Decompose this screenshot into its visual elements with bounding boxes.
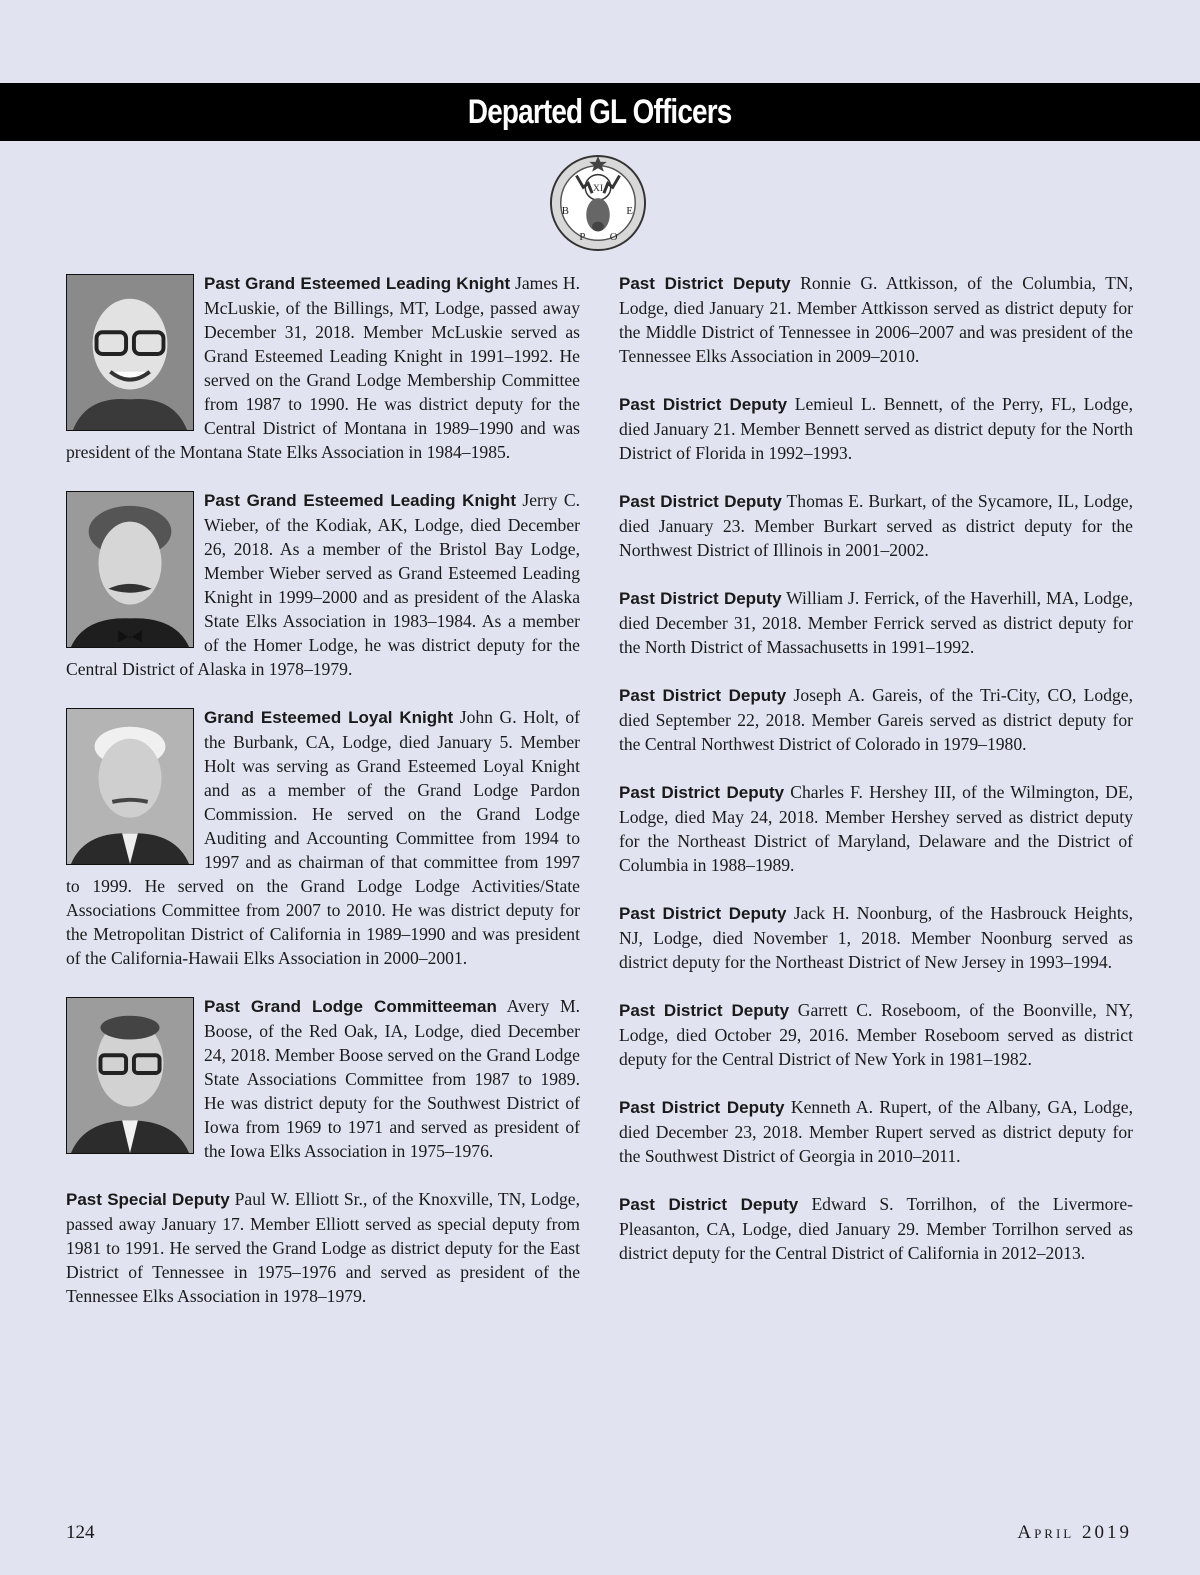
- section-banner: [0, 83, 1200, 141]
- entry-text: Jack H. Noonburg, of the Hasbrouck Heights, NJ, Lodge, died November 1, 2018. Member Noonburg served as district deputy for the Northeast District of New Jersey in 1993–1994.: [619, 903, 1133, 972]
- entry-text: Garrett C. Roseboom, of the Boonville, NY, Lodge, died October 29, 2016. Member Roseboom served as district deputy for the Central District of New York in 1981–1982.: [619, 1000, 1133, 1069]
- obituary-entry-torrilhon: [619, 1192, 1133, 1265]
- obituary-entry-boose: [66, 994, 580, 1163]
- entry-text: Ronnie G. Attkisson, of the Columbia, TN, Lodge, died January 21. Member Attkisson served as district deputy for the Middle District of Tennessee in 2006–2007 and was president of the Tennessee Elks Association in 2009–2010.: [619, 273, 1133, 366]
- obituary-entry-hershey: [619, 780, 1133, 877]
- entry-text: Edward S. Torrilhon, of the Livermore-Pleasanton, CA, Lodge, died January 29. Member Torrilhon served as district deputy for the Central District of California in 2012–2013.: [619, 1194, 1133, 1263]
- obituary-entry-gareis: [619, 683, 1133, 756]
- obituary-entry-ferrick: [619, 586, 1133, 659]
- entry-title: Past District Deputy: [619, 1098, 785, 1117]
- emblem-letter-b: B: [561, 204, 569, 217]
- obituary-entry-bennett: [619, 392, 1133, 465]
- entry-text: Thomas E. Burkart, of the Sycamore, IL, Lodge, died January 23. Member Burkart served as district deputy for the Northwest District of Illinois in 2001–2002.: [619, 491, 1133, 560]
- emblem-letter-p: P: [579, 231, 586, 244]
- entry-title: Past District Deputy: [619, 395, 788, 414]
- obituary-entry-noonburg: [619, 901, 1133, 974]
- entry-text: John G. Holt, of the Burbank, CA, Lodge, died January 5. Member Holt was serving as Grand Esteemed Loyal Knight and as a member of the Grand Lodge Pardon Commission. He served on the Grand Lodge Auditing and Accounting Committee from 1994 to 1997 and as chairman of that committee from 1997 to 1999. He served on the Grand Lodge Lodge Activities/State Associations Committee from 2007 to 2010. He was district deputy for the Metropolitan District of California in 1989–1990 and was president of the California-Hawaii Elks Association in 2000–2001.: [66, 707, 581, 968]
- entry-title: Past District Deputy: [619, 492, 782, 511]
- entry-text: Lemieul L. Bennett, of the Perry, FL, Lodge, died January 21. Member Bennett served as district deputy for the North District of Florida in 1992–1993.: [619, 394, 1133, 463]
- obituary-entry-burkart: [619, 489, 1133, 562]
- entry-text: Kenneth A. Rupert, of the Albany, GA, Lodge, died December 23, 2018. Member Rupert served as district deputy for the Southwest District of Georgia in 2010–2011.: [619, 1097, 1133, 1166]
- issue-date: April 2019: [1017, 1522, 1132, 1543]
- entry-title: Past District Deputy: [619, 904, 787, 923]
- entry-title: Grand Esteemed Loyal Knight: [204, 708, 454, 727]
- entry-title: Past District Deputy: [619, 589, 782, 608]
- obituary-entry-elliott: [66, 1187, 580, 1308]
- entry-text: James H. McLuskie, of the Billings, MT, Lodge, passed away December 31, 2018. Member McLuskie served as Grand Esteemed Leading Knight in 1991–1992. He served on the Grand Lodge Membership Committee from 1987 to 1990. He was district deputy for the Central District of Montana in 1989–1990 and was president of the Montana State Elks Association in 1984–1985.: [66, 273, 581, 462]
- obituary-entry-rupert: [619, 1095, 1133, 1168]
- right-column: [619, 271, 1133, 1289]
- obituary-entry-mcluskie: [66, 271, 580, 464]
- entry-text: Paul W. Elliott Sr., of the Knoxville, TN, Lodge, passed away January 17. Member Elliott served as special deputy from 1981 to 1991. He served the Grand Lodge as district deputy for the East District of Tennessee in 1975–1976 and served as president of the Tennessee Elks Association in 1978–1979.: [66, 1189, 580, 1306]
- entry-title: Past District Deputy: [619, 686, 787, 705]
- emblem-clock-label: XI: [592, 183, 604, 195]
- entry-text: William J. Ferrick, of the Haverhill, MA, Lodge, died December 31, 2018. Member Ferrick served as district deputy for the North District of Massachusetts in 1991–1992.: [619, 588, 1133, 657]
- left-column: [66, 271, 580, 1332]
- entry-title: Past District Deputy: [619, 783, 785, 802]
- entry-title: Past District Deputy: [619, 274, 791, 293]
- portrait-photo: [66, 491, 194, 648]
- obituary-entry-holt: [66, 705, 580, 970]
- entry-title: Past Grand Lodge Committeeman: [204, 997, 497, 1016]
- portrait-photo: [66, 274, 194, 431]
- page-number: 124: [66, 1522, 95, 1543]
- emblem-letter-e: E: [626, 204, 633, 217]
- portrait-photo: [66, 708, 194, 865]
- entry-title: Past District Deputy: [619, 1001, 790, 1020]
- entry-title: Past Grand Esteemed Leading Knight: [204, 274, 511, 293]
- obituary-entry-attkisson: [619, 271, 1133, 368]
- obituary-entry-roseboom: [619, 998, 1133, 1071]
- emblem-letter-o: O: [609, 231, 618, 244]
- entry-text: Avery M. Boose, of the Red Oak, IA, Lodge, died December 24, 2018. Member Boose served on the Grand Lodge State Associations Committee from 1987 to 1989. He was district deputy for the Southwest District of Iowa from 1969 to 1971 and served as president of the Iowa Elks Association in 1975–1976.: [204, 996, 580, 1161]
- page-title: Departed GL Officers: [468, 92, 732, 131]
- entry-title: Past Grand Esteemed Leading Knight: [204, 491, 516, 510]
- bpoe-elk-emblem: [549, 154, 647, 252]
- portrait-photo: [66, 997, 194, 1154]
- entry-text: Charles F. Hershey III, of the Wilmington, DE, Lodge, died May 24, 2018. Member Hershey served as district deputy for the Northeast District of Maryland, Delaware and the District of Columbia in 1988–1989.: [619, 782, 1133, 875]
- entry-title: Past Special Deputy: [66, 1190, 230, 1209]
- entry-text: Jerry C. Wieber, of the Kodiak, AK, Lodge, died December 26, 2018. As a member of the Bristol Bay Lodge, Member Wieber served as Grand Esteemed Leading Knight in 1999–2000 and as president of the Alaska State Elks Association in 1983–1984. As a member of the Homer Lodge, he was district deputy for the Central District of Alaska in 1978–1979.: [66, 490, 580, 679]
- entry-text: Joseph A. Gareis, of the Tri-City, CO, Lodge, died September 22, 2018. Member Gareis served as district deputy for the Central Northwest District of Colorado in 1979–1980.: [619, 685, 1133, 754]
- entry-title: Past District Deputy: [619, 1195, 799, 1214]
- obituary-entry-wieber: [66, 488, 580, 681]
